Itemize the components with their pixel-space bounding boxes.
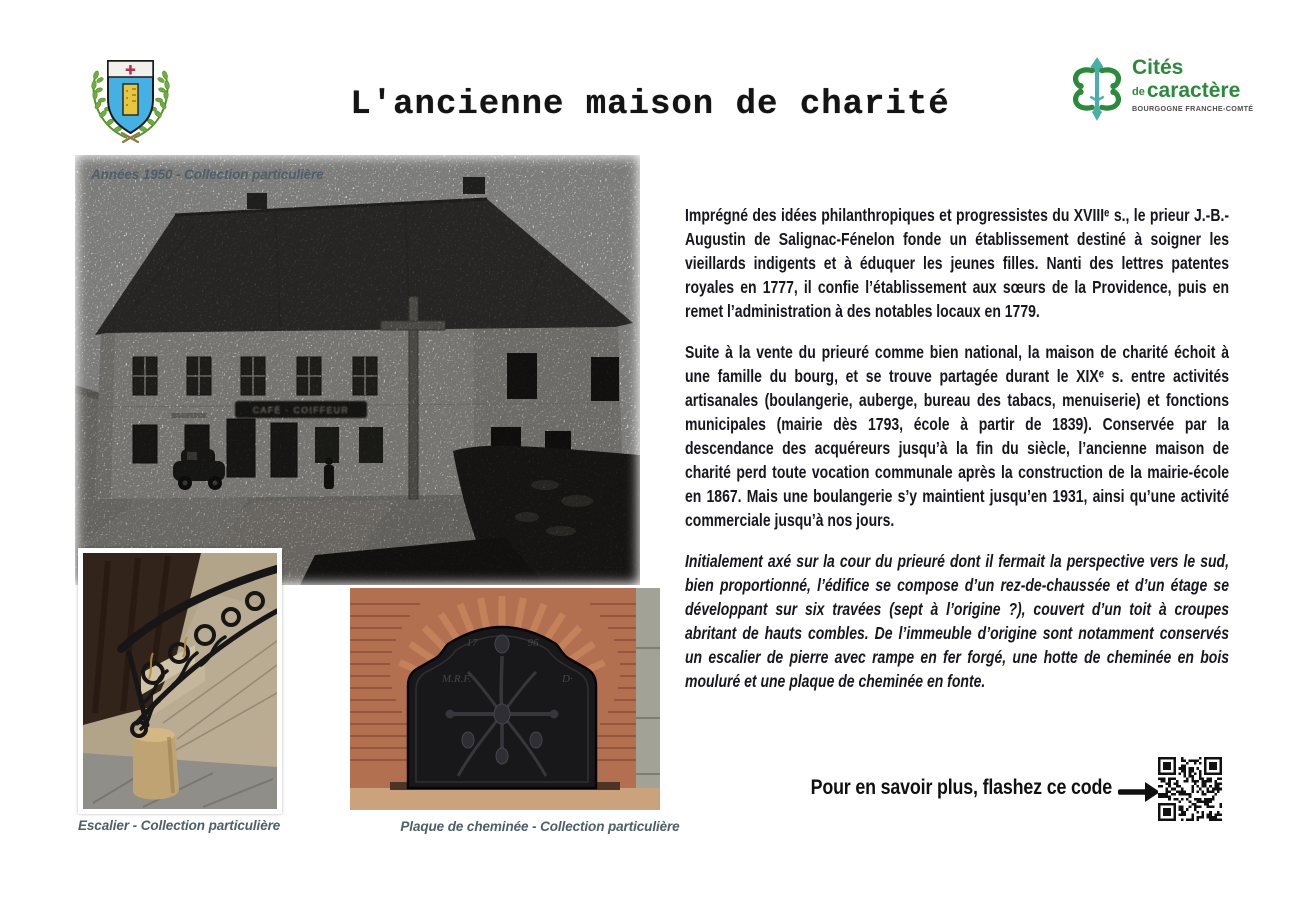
svg-text:D·: D· [562,673,573,685]
paragraph-history-2: Suite à la vente du prieuré comme bien national, la maison de charité échoit à une famille du bourg, et se trouve partagée durant le XIXᵉ s. entre activités artisanales (boulangerie, auberge, bureau des tabacs, menuiserie) et fonctions municipales (mairie dès 1793, école à partir de 1839). Conservée par la descendance des acquéreurs jusqu’à la fin du siècle, l’ancienne maison de charité perd toute vocation communale après la construction de la mairie-école en 1867. Mais une boulangerie s’y maintient jusqu’en 1931, ainsi qu’une activité commerciale jusqu’à nos jours. [685,342,1229,530]
cross-pattee: ✚ [125,62,136,78]
paragraph-architecture: Initialement axé sur la cour du prieuré dont il fermait la perspective vers le sud, bien proportionné, l’édifice se compose d’un rez-de-chaussée et d’un étage se développant sur six travées (sept à l’origine ?), couvert d’un toit à croupes abritant de hauts combles. De l’immeuble d’origine sont notamment conservés un escalier de pierre avec rampe en fer forgé, une hotte de cheminée en bois mouluré et une plaque de cheminée en fonte. [685,551,1229,691]
fireplace-photo [350,588,660,810]
newel-base [133,728,179,800]
plate-mark-17: 17 [466,637,478,649]
fireplace-photo-caption: Plaque de cheminée - Collection particulière [400,819,680,834]
logo-de: de [1132,86,1145,98]
main-photo-image [75,155,640,585]
staircase-photo [78,548,282,814]
paragraph-history-1: Imprégné des idées philanthropiques et progressistes du XVIIIᵉ s., le prieur J.-B.-Augustin de Salignac-Fénelon fonde un établissement destiné à soigner les vieillards indigents et à éduquer les jeunes filles. Nanti des lettres patentes royales en 1777, il confie l’établissement aux sœurs de la Providence, puis en remet l’administration à des notables locaux en 1779. [685,205,1229,321]
arrow-right-icon [1118,779,1160,805]
page-title: L'ancienne maison de charité [350,85,950,124]
article-text [685,203,1229,710]
logo-name-line2 [1132,80,1253,101]
staircase-photo-image [83,553,277,809]
plate-mark-96: 96 [527,637,539,649]
logo-region: BOURGOGNE FRANCHE-COMTÉ [1132,104,1254,113]
qr-code [1158,757,1222,821]
svg-text:M.R.F.: M.R.F. [442,673,472,685]
cites-logo-icon [1068,57,1126,121]
main-photo [75,155,640,585]
qr-label: Pour en savoir plus, flashez ce code [810,776,1112,799]
staircase-photo-caption: Escalier - Collection particulière [78,818,281,833]
logo-name-line1: Cités [1132,56,1184,79]
fireplace-photo-image [350,588,660,810]
logo-caractere: caractère [1146,79,1241,102]
cites-de-caractere-logo [1068,57,1253,121]
main-photo-caption: Années 1950 - Collection particulière [91,167,324,182]
